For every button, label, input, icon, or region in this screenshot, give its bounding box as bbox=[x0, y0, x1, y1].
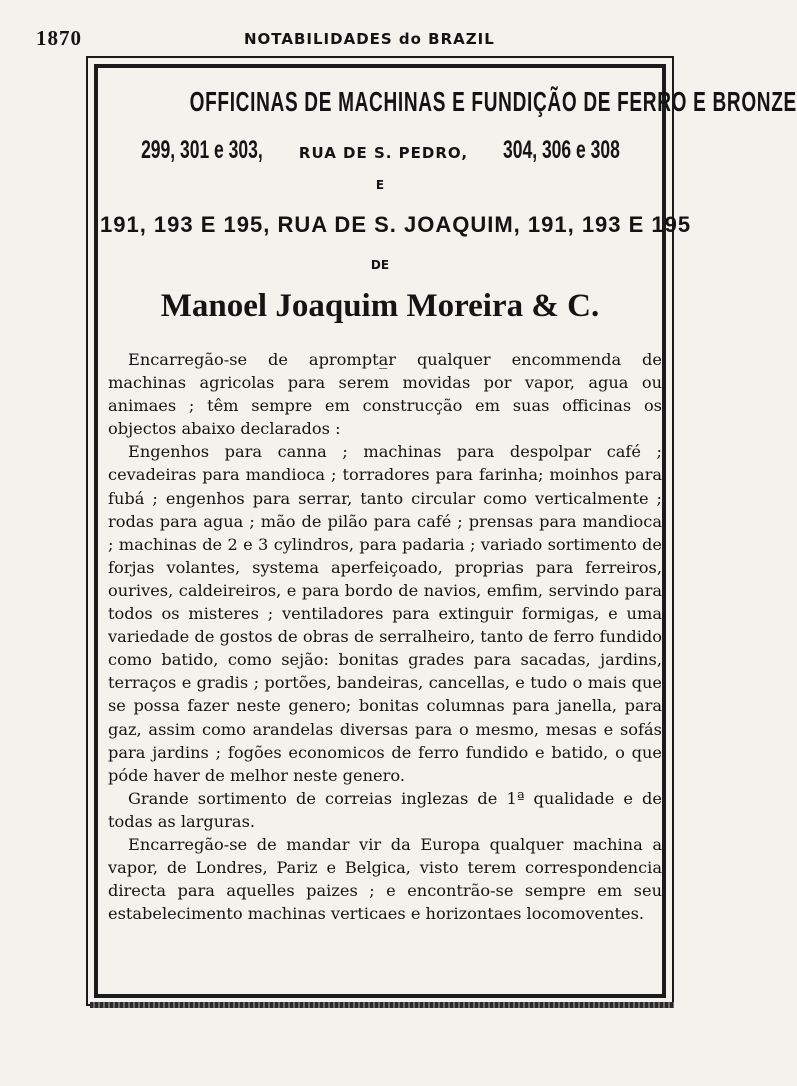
address1-numbers-left: 299, 301 e 303, bbox=[141, 136, 263, 164]
paragraph-belts: Grande sortimento de correias inglezas de 1ª qualidade e de todas as larguras. bbox=[108, 788, 662, 831]
firm-heading: OFFICINAS DE MACHINAS E FUNDIÇÃO DE FERRO E BRONZE bbox=[189, 86, 797, 117]
page-year: 1870 bbox=[36, 26, 82, 50]
advert-body bbox=[108, 348, 662, 925]
address-line-2: 191, 193 E 195, RUA DE S. JOAQUIM, 191, 193 E 195 bbox=[100, 212, 692, 237]
bottom-rule bbox=[90, 1002, 674, 1008]
conjunction-de: DE bbox=[370, 258, 390, 272]
address-line-1 bbox=[100, 136, 660, 165]
page-header bbox=[0, 26, 736, 56]
address1-numbers-right: 304, 306 e 308 bbox=[503, 136, 620, 164]
address1-street: RUA DE S. PEDRO, bbox=[298, 144, 469, 162]
company-name: Manoel Joaquim Moreira & C. bbox=[160, 288, 600, 324]
conjunction-e: E bbox=[375, 178, 385, 192]
running-title: NOTABILIDADES do BRAZIL bbox=[244, 30, 495, 48]
paragraph-intro: Encarregão-se de aprompta̲r qualquer encommenda de machinas agricolas para serem movidas por vapor, agua ou animaes ; têm sempre em construcção em suas officinas os objectos abaixo declarados : bbox=[108, 350, 662, 439]
paragraph-imports: Encarregão-se de mandar vir da Europa qualquer machina a vapor, de Londres, Pariz e Belgica, visto terem correspondencia directa para aquelles paizes ; e encontrão-se sempre em seu estabelecimento machinas verticaes e horizontaes locomoventes. bbox=[108, 834, 662, 924]
paragraph-products: Engenhos para canna ; machinas para despolpar café ; cevadeiras para mandioca ; torradores para farinha; moinhos para fubá ; engenhos para serrar, tanto circular como verticalmente ; rodas para agua ; mão de pilão para café ; prensas para mandioca ; machinas de 2 e 3 cylindros, para padaria ; variado sortimento de forjas volantes, systema aperfeiçoado, proprias para ferreiros, ourives, caldeireiros, e para bordo de navios, emfim, servindo para todos os misteres ; ventiladores para extinguir formigas, e uma variedade de gostos de obras de serralheiro, tanto de ferro fundido como batido, como sejão: bonitas grades para sacadas, jardins, terraços e gradis ; portões, bandeiras, cancellas, e tudo o mais que se possa fazer neste genero; bonitas columnas para janella, para gaz, assim como arandelas diversas para o mesmo, mesas e sofás para jardins ; fogões economicos de ferro fundido e batido, o que póde haver de melhor neste genero. bbox=[108, 442, 662, 785]
